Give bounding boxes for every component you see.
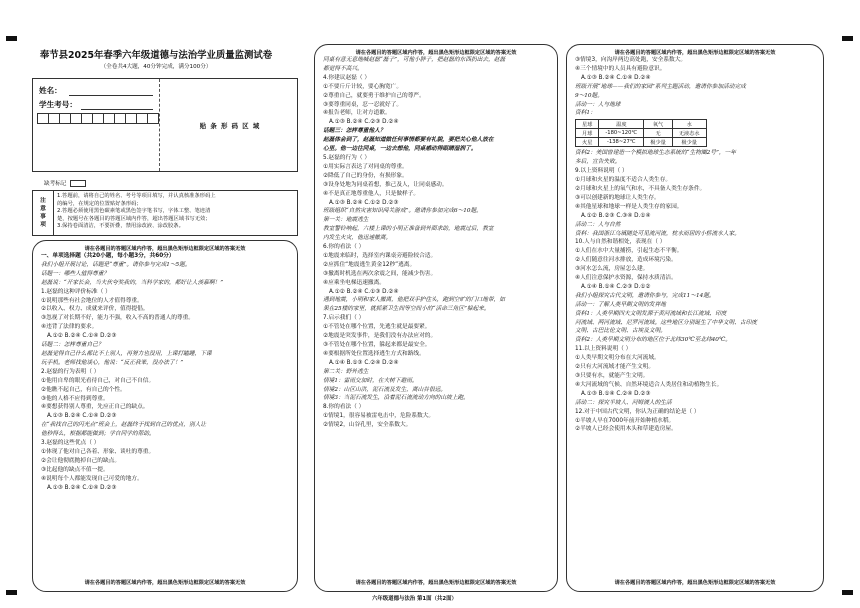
question-line: ③他的人格不应得到尊重。 bbox=[41, 395, 109, 402]
question-line: 同桌有意无意地喊赵磊“磊子”，可他小胖子，把赵磊的东西扔出去，赵磊 bbox=[323, 57, 506, 63]
zone-notice-top: 请在各题目的答题区域内作答，超出黑色矩形边框限定区域的答案无效 bbox=[614, 50, 776, 56]
question-line: A.①③ B.②④ C.②③ D.②④ bbox=[329, 119, 399, 126]
question-line: 1.赵磊的这种评价标准（ ） bbox=[41, 288, 111, 295]
question-line: 8.你的看法（ ） bbox=[323, 404, 365, 411]
question-line: ②人们随意往河水排放，造成环境污染。 bbox=[575, 257, 677, 264]
registration-mark bbox=[6, 36, 17, 41]
question-line: 资料2：人类早期文明分布的地区位于北纬30℃至北纬40℃。 bbox=[575, 337, 731, 344]
question-line: 遇到地震，小明和家人撤离，他把双手护住头，跑到空旷的门口地带，如 bbox=[323, 297, 505, 304]
answer-zone-3 bbox=[566, 44, 824, 592]
question-line: ③只要有水，就能产生文明。 bbox=[575, 373, 649, 379]
question-line: ①情境1，很容易被雷电击中，危险系数大。 bbox=[323, 413, 435, 420]
question-line: 资料1： bbox=[575, 110, 596, 117]
question-line: ④不是真正地尊重他人，只是做样子。 bbox=[323, 190, 420, 197]
note-line: 1.答题前，请将自己的姓名、考号等项目填写，并认真核准条形码上 bbox=[57, 193, 216, 199]
table-header: 水 bbox=[672, 120, 706, 129]
question-line: ②月球和火星上的氧气和水，不具备人类生存条件。 bbox=[575, 185, 706, 192]
question-line: ③不管处在哪个位置，躲起来都是最安全。 bbox=[323, 342, 431, 348]
question-line: 情境2：山区山洪，泥石流及发生，离山谷很远。 bbox=[323, 386, 447, 393]
table-header: 温度 bbox=[599, 120, 644, 129]
question-line: ①不管处在哪个位置，先逃生就是最要紧。 bbox=[323, 324, 431, 331]
question-line: 6.你的看法（ ） bbox=[323, 244, 365, 251]
student-id-label: 学生考号： bbox=[39, 100, 77, 109]
question-line: 4.你建议赵磊（ ） bbox=[323, 74, 371, 81]
question-line: ②情境2，山谷孔里，安全系数大。 bbox=[323, 422, 412, 429]
table-cell: 无液态水 bbox=[672, 129, 706, 138]
table-cell: 火星 bbox=[576, 138, 599, 147]
question-line: ②只有大河流域才能产生文明。 bbox=[575, 364, 655, 371]
table-cell: -138~27℃ bbox=[599, 138, 644, 147]
question-line: ③可以创建新的地球让人类生存。 bbox=[575, 194, 660, 201]
question-line: 12.对于中国古代文明，你认为正确的结论是（ ） bbox=[575, 408, 700, 415]
question-line: 河流域、两河流域、尼罗河流域。这些地区分别诞生了中华文明、古印度 bbox=[575, 319, 757, 326]
question-line: 9～10题。 bbox=[575, 92, 603, 99]
registration-mark bbox=[842, 590, 853, 595]
question-line: 情境1：雷雨交加时，在大树下避雨。 bbox=[323, 377, 418, 384]
exam-notes bbox=[32, 190, 298, 236]
student-info-box bbox=[32, 78, 298, 172]
question-line: 一、单项选择题（共20小题，每小题3分，共60分） bbox=[41, 253, 175, 259]
question-line: ②他瞧不起自己，有自己的个性。 bbox=[41, 386, 126, 393]
question-line: 我们小组开展讨论，话题是“尊重”。请你参与完成1～5题。 bbox=[41, 261, 191, 268]
zone-notice-bottom: 请在各题目的答题区域内作答，超出黑色矩形边框限定区域的答案无效 bbox=[355, 580, 517, 586]
question-line: 果在25楼的家里，就抓紧卫生间等空间小的“活命三角区”躲起来。 bbox=[323, 306, 490, 313]
absence-mark bbox=[44, 179, 86, 187]
question-line: ①不要斤斤计较，要心胸宽广。 bbox=[323, 83, 403, 90]
question-line: ③要尊重同桌，忍一忍就好了。 bbox=[323, 101, 403, 108]
question-line: ①月球和火星的温度不适合人类生存。 bbox=[575, 177, 672, 184]
question-line: 班级开展“地球——我们的家园”系列主题活动，邀请你参加活动完成 bbox=[575, 83, 746, 90]
table-cell: 无 bbox=[644, 129, 673, 138]
notes-body bbox=[54, 191, 219, 235]
question-line: 第一关：地震逃生 bbox=[323, 217, 369, 224]
question-line: 文明、古巴比伦文明、古埃及文明。 bbox=[575, 328, 666, 335]
registration-mark bbox=[842, 36, 853, 41]
question-line: 赵磊觉得自己什么都比不上别人，再努力也没用，上课打瞌睡，下课 bbox=[41, 350, 212, 357]
question-line: ①他用自卑的眼光看待自己，对自己不自信。 bbox=[41, 377, 155, 384]
zone-notice-bottom: 请在各题目的答题区域内作答，超出黑色矩形边框限定区域的答案无效 bbox=[614, 580, 776, 586]
question-line: 7.启示我们（ ） bbox=[323, 315, 365, 322]
note-line: 的编号，在规定的位置贴好条形码； bbox=[57, 200, 142, 207]
table-header-row bbox=[576, 120, 707, 129]
question-line: A.①③ B.②④ C.①② D.②③ bbox=[329, 199, 399, 206]
question-line: 他秒得么，根据都能做到；学自同学的帮助。 bbox=[41, 431, 155, 438]
table-row bbox=[576, 138, 707, 147]
question-line: 活动一：人与地球 bbox=[575, 101, 621, 108]
question-line: 心里。他一边往同桌，一边去想他，同桌感动得眼睛湿润了。 bbox=[323, 146, 477, 153]
exam-title: 奉节县2025年春季六年级道德与法治学业质量监测试卷 bbox=[39, 50, 273, 61]
page-footer: 六年级道德与法治 第1面（共2面） bbox=[372, 596, 457, 602]
question-line: ①用实际言表达了对同桌的尊重。 bbox=[323, 163, 408, 170]
name-field[interactable] bbox=[69, 95, 153, 96]
question-line: ③忽视了对长期不好，能力不强，收入不高的普通人的尊重。 bbox=[41, 315, 194, 322]
question-line: ①人们在水中大量捕捞，引起生态不平衡。 bbox=[575, 248, 683, 255]
answer-zone-1 bbox=[32, 240, 298, 592]
question-line: ①地震来临时，选择室内课桌旁避险较合适。 bbox=[323, 252, 437, 259]
question-line: A.①③ B.②④ C.①④ D.②③ bbox=[47, 484, 117, 491]
exam-subtitle: （全卷共4大题，40分钟完成，满分100分） bbox=[100, 64, 212, 70]
question-line: ①人类早期文明分布在大河流域。 bbox=[575, 355, 660, 362]
question-line: A.①④ B.①③ C.②④ D.②④ bbox=[329, 359, 399, 366]
question-line: A.①② B.②③ C.③④ D.①④ bbox=[581, 212, 651, 219]
question-line: A.①② B.②④ C.①③ D.②④ bbox=[329, 288, 399, 295]
absence-mark-label: 缺考标记 bbox=[44, 181, 67, 187]
absence-checkbox[interactable] bbox=[70, 180, 86, 187]
question-line: 话题二：怎样尊重自己？ bbox=[41, 342, 104, 349]
question-line: ④违背了法律的要求。 bbox=[41, 324, 98, 331]
question-line: ①说明那些有社会地位的人才值得尊重。 bbox=[41, 297, 143, 304]
question-line: 情境3：当泥石流发生，沿着泥石流流动方向的山坡上跑。 bbox=[323, 395, 469, 402]
note-line: 3.保持卷面清洁，不要折叠，禁用涂改液、涂改胶条。 bbox=[57, 223, 184, 230]
question-line: 3.赵磊的这些优点（ ） bbox=[41, 440, 100, 447]
student-id-grid[interactable] bbox=[37, 113, 158, 124]
question-line: ④其他星球和地球一样是人类生存的家园。 bbox=[575, 203, 683, 210]
question-line: ④人们注意保护水资源，保持水质清洁。 bbox=[575, 275, 677, 282]
question-line: ④三个情境中的人员具有避险意识。 bbox=[575, 65, 666, 72]
name-label: 姓名： bbox=[39, 86, 62, 95]
question-line: ④要根据所处位置选择逃生方式和路线。 bbox=[323, 350, 425, 357]
table-cell: 月球 bbox=[576, 129, 599, 138]
question-line: ③比起他的缺点不值一提。 bbox=[41, 466, 109, 473]
question-line: ②应抓住“地震逃生黄金12秒”逃离。 bbox=[323, 261, 416, 268]
barcode-area: 贴 条 形 码 区 域 bbox=[159, 79, 300, 171]
question-line: 9.以上资料说明（ ） bbox=[575, 168, 628, 175]
question-line: 内发生火灾，他迅速撤离。 bbox=[323, 235, 392, 242]
registration-mark bbox=[6, 590, 17, 595]
question-line: 资料2：美国曾建造一个模拟地球生态系统的“生物圈2号”，一年 bbox=[575, 150, 736, 157]
table-header: 星球 bbox=[576, 120, 599, 129]
question-line: 教室警铃响起，六楼上课的小明正准备到外面求助，地震过后，教室 bbox=[323, 226, 494, 233]
zone-notice-top: 请在各题目的答题区域内作答，超出黑色矩形边框限定区域的答案无效 bbox=[355, 50, 517, 56]
question-line: A.①③ B.②④ C.①④ D.②④ bbox=[581, 74, 651, 81]
question-line: ②降低了自己的身份，有损形象。 bbox=[323, 172, 408, 179]
question-line: ②半坡人已经会使用木头和草建造房屋。 bbox=[575, 426, 677, 433]
question-line: 第二关：野外逃生 bbox=[323, 368, 369, 375]
question-line: A.①④ B.①④ C.②③ D.①② bbox=[581, 283, 651, 290]
question-line: 活动一：了解人类早期文明的发祥地 bbox=[575, 301, 666, 308]
question-line: ③设身处地为同桌着想，推己及人，让同桌感动。 bbox=[323, 181, 448, 188]
answer-zone-2 bbox=[314, 44, 558, 592]
question-line: ①半坡人早在7000年前开始种植水稻。 bbox=[575, 417, 675, 424]
note-line: 楚，按题号在各题目的答题区域内作答，超出答题区域书写无效； bbox=[57, 215, 211, 222]
table-cell: 极少量 bbox=[644, 138, 673, 147]
question-line: ④应乘坐电梯迅速撤离。 bbox=[323, 279, 385, 286]
question-line: 资料1：人类早期四大文明发源于黄河流域和长江流域、印度 bbox=[575, 310, 727, 317]
question-line: ②尊重自己，就要勇于维护自己的尊严。 bbox=[323, 92, 425, 99]
question-line: ④大河流域的气候、自然环境适合人类居住和动植物生长。 bbox=[575, 381, 723, 388]
question-line: 赵磊说：“开家长会，当大伙夸奖我的，当科学家的，都好让人羡慕啊！” bbox=[41, 279, 224, 286]
question-line: ④说明每个人都能发现自己可爱的地方。 bbox=[41, 475, 143, 482]
question-line: 班级组织“自然灾害知识闯关游戏”。邀请你参加完成6～10题。 bbox=[323, 208, 482, 215]
question-line: 活动二：探究半坡人、河姆渡人的生活 bbox=[575, 399, 672, 406]
table-cell: 极少量 bbox=[672, 138, 706, 147]
question-line: 2.赵磊的行为表明（ ） bbox=[41, 368, 100, 375]
question-line: 赵磊体会到了，赵磊知道做任何事情都要有礼貌，要把关心他人放在 bbox=[323, 137, 494, 144]
question-line: ②会让他彻底抛掉自己的缺点。 bbox=[41, 457, 121, 464]
question-line: ④要想获得别人尊重，先应正自己的缺点。 bbox=[41, 404, 149, 411]
note-line: 2.答题必须使用黑色碳素笔或黑色签字笔书写，字体工整、笔迹清 bbox=[57, 208, 211, 215]
planet-table bbox=[575, 119, 707, 147]
question-line: 话题三：怎样尊重他人？ bbox=[323, 128, 386, 135]
question-line: 10.人与自然和谐相处，表现在（ ） bbox=[575, 239, 666, 246]
question-line: ①体现了他对自己各着、形象、谈吐的尊重。 bbox=[41, 448, 155, 455]
question-line: ③河水怎么流，房屋怎么建。 bbox=[575, 266, 649, 273]
table-row bbox=[576, 129, 707, 138]
question-line: 5.赵磊的行为（ ） bbox=[323, 154, 371, 161]
table-header: 氧气 bbox=[644, 120, 673, 129]
questions-col-3-top bbox=[567, 56, 823, 118]
question-line: 多后，宣告失败。 bbox=[575, 159, 621, 166]
table-cell: -180~120℃ bbox=[599, 129, 644, 138]
question-line: A.①③ B.①④ C.②④ D.②③ bbox=[581, 390, 651, 397]
question-line: 资料：我国浙江乌镇随处可见流河流，枕水而居的小桥流水人家。 bbox=[575, 230, 740, 237]
question-line: ③撤离时机选在两次余震之间，能减少伤害。 bbox=[323, 270, 437, 277]
zone-notice-top: 请在各题目的答题区域内作答，超出黑色矩形边框限定区域的答案无效 bbox=[84, 246, 246, 252]
question-line: 在“我找自己的闪光点”班会上，赵磊终于找到自己的优点，别人让 bbox=[41, 422, 207, 429]
question-line: 都觉得不高兴。 bbox=[323, 65, 363, 72]
question-line: 活动二：人与自然 bbox=[575, 221, 621, 228]
question-line: A.①② B.②④ C.①④ D.②③ bbox=[47, 333, 117, 340]
question-line: 11.以上资料说明（ ） bbox=[575, 346, 632, 353]
question-line: ②以收入、权力、成就来评价，值得提倡。 bbox=[41, 306, 149, 313]
zone-notice-bottom: 请在各题目的答题区域内作答，超出黑色矩形边框限定区域的答案无效 bbox=[84, 580, 246, 586]
question-line: 我们小组探究古代文明，邀请你参与，完成11～14题。 bbox=[575, 292, 715, 299]
question-line: 玩手机。老师找他谈心，他说：“反正我笨，没办法了！” bbox=[41, 359, 184, 366]
question-line: 话题一：哪些人值得尊重？ bbox=[41, 270, 110, 277]
question-line: ④报告老师，让对方道歉。 bbox=[323, 110, 391, 117]
questions-col-2 bbox=[315, 56, 557, 430]
questions-col-3-bottom bbox=[567, 149, 823, 434]
question-line: ③情境3，向沟岸两边高处跑，安全系数大。 bbox=[575, 57, 687, 63]
student-id-line bbox=[81, 109, 153, 110]
question-line: ②地震是突发事件，是我们没有办法应对的。 bbox=[323, 333, 437, 340]
questions-col-1 bbox=[33, 252, 297, 492]
question-line: A.①③ B.②④ C.①④ D.②③ bbox=[47, 413, 117, 420]
notes-heading: 注 意 事 项 bbox=[33, 191, 54, 235]
